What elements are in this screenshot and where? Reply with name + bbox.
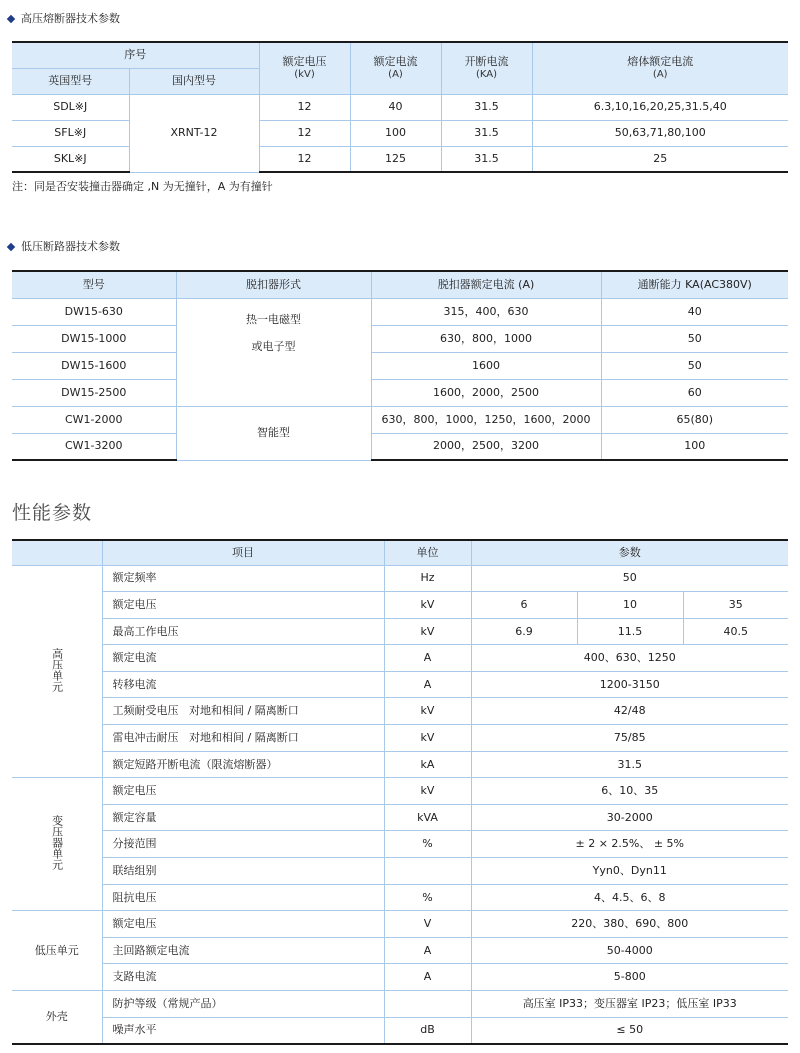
table-row (12, 964, 788, 991)
cell-item: 阻抗电压 (102, 884, 384, 911)
cell-param: 6.9 (471, 618, 577, 645)
trip-type-a: 热一电磁型 (246, 312, 301, 326)
table-row (12, 433, 788, 460)
table-row (12, 751, 788, 778)
table-row (12, 592, 788, 619)
table-row (12, 565, 788, 592)
section-title-hv-fuse (6, 10, 120, 26)
cell-param: 10 (577, 592, 683, 619)
cell-item: 额定频率 (102, 565, 384, 592)
cell-cap: 50 (601, 325, 788, 352)
table-row (12, 120, 788, 146)
table-row (12, 911, 788, 938)
header-trip: 脱扣器形式 (176, 271, 371, 298)
cell-param: 高压室 IP33；变压器室 IP23；低压室 IP33 (471, 991, 788, 1018)
cell-unit: kV (384, 725, 471, 752)
cell-current: 2000，2500，3200 (371, 433, 601, 460)
table-row (12, 991, 788, 1018)
performance-table (12, 539, 788, 1045)
cell-a: 125 (350, 146, 441, 172)
cell-trip-type (176, 298, 371, 406)
cell-ka: 31.5 (441, 94, 532, 120)
cell-param: ± 2 × 2.5%、 ± 5% (471, 831, 788, 858)
cell-current: 630，800，1000，1250，1600，2000 (371, 406, 601, 433)
table-row (12, 884, 788, 911)
cell-current: 1600 (371, 352, 601, 379)
cell-uk: SFL※J (12, 120, 129, 146)
cell-param: 42/48 (471, 698, 788, 725)
section-title-lv-breaker (6, 238, 120, 254)
cell-item: 雷电冲击耐压 对地和相间 / 隔离断口 (102, 725, 384, 752)
cell-param: 31.5 (471, 751, 788, 778)
performance-title: 性能参数 (12, 502, 93, 524)
table-row (12, 725, 788, 752)
cell-param: 50-4000 (471, 937, 788, 964)
cell-model: DW15-1000 (12, 325, 176, 352)
table-row (12, 698, 788, 725)
cell-cap: 40 (601, 298, 788, 325)
header-cn-model: 国内型号 (129, 68, 259, 94)
header-voltage: 额定电压 (kV) (259, 42, 350, 94)
cell-param: ≤ 50 (471, 1017, 788, 1044)
cell-item: 分接范围 (102, 831, 384, 858)
trip-type-b: 或电子型 (251, 339, 296, 353)
cell-unit: V (384, 911, 471, 938)
cell-param: 11.5 (577, 618, 683, 645)
cell-model: DW15-630 (12, 298, 176, 325)
group-transformer (12, 778, 102, 911)
cell-unit: kA (384, 751, 471, 778)
cell-unit: kV (384, 698, 471, 725)
cell-model: DW15-2500 (12, 379, 176, 406)
group-shell: 外壳 (12, 991, 102, 1044)
table-row (12, 804, 788, 831)
cell-unit: A (384, 964, 471, 991)
lv-breaker-table (12, 270, 788, 461)
cell-v: 12 (259, 146, 350, 172)
cell-item: 防护等级（常规产品） (102, 991, 384, 1018)
header-param: 参数 (471, 540, 788, 565)
table-row (12, 298, 788, 325)
group-hv (12, 565, 102, 778)
section-title-text: 高压熔断器技术参数 (21, 12, 120, 25)
cell-param: 220、380、690、800 (471, 911, 788, 938)
header-capacity: 通断能力 KA(AC380V) (601, 271, 788, 298)
cell-model: CW1-3200 (12, 433, 176, 460)
table-row (12, 671, 788, 698)
cell-unit: kV (384, 592, 471, 619)
cell-param: 75/85 (471, 725, 788, 752)
group-label: 变压器单元 (50, 814, 64, 870)
cell-param: 35 (683, 592, 788, 619)
hv-fuse-table (12, 41, 788, 173)
cell-param: Yyn0、Dyn11 (471, 858, 788, 885)
cell-trip-type-smart: 智能型 (176, 406, 371, 460)
cell-v: 12 (259, 94, 350, 120)
cell-item: 额定电压 (102, 911, 384, 938)
cell-unit (384, 858, 471, 885)
cell-param: 6、10、35 (471, 778, 788, 805)
header-unit: 单位 (384, 540, 471, 565)
cell-item: 联结组别 (102, 858, 384, 885)
cell-model: DW15-1600 (12, 352, 176, 379)
header-group (12, 540, 102, 565)
table-row (12, 937, 788, 964)
cell-current: 315，400，630 (371, 298, 601, 325)
table-row (12, 858, 788, 885)
cell-item: 额定电压 (102, 592, 384, 619)
cell-ka: 31.5 (441, 120, 532, 146)
group-lv: 低压单元 (12, 911, 102, 991)
table-row (12, 94, 788, 120)
cell-model: CW1-2000 (12, 406, 176, 433)
cell-cap: 65(80) (601, 406, 788, 433)
cell-item: 额定电压 (102, 778, 384, 805)
header-trip-current: 脱扣器额定电流 (A) (371, 271, 601, 298)
table-row (12, 778, 788, 805)
header-current: 额定电流 (A) (350, 42, 441, 94)
cell-unit: kV (384, 778, 471, 805)
cell-cap: 100 (601, 433, 788, 460)
cell-param: 400、630、1250 (471, 645, 788, 672)
table-row (12, 645, 788, 672)
cell-a: 100 (350, 120, 441, 146)
cell-param: 4、4.5、6、8 (471, 884, 788, 911)
cell-current: 1600，2000，2500 (371, 379, 601, 406)
diamond-bullet-icon (7, 14, 15, 22)
cell-item: 额定电流 (102, 645, 384, 672)
cell-item: 主回路额定电流 (102, 937, 384, 964)
cell-unit: kVA (384, 804, 471, 831)
cell-param: 6 (471, 592, 577, 619)
header-fuse: 熔体额定电流 (A) (532, 42, 788, 94)
header-uk-model: 英国型号 (12, 68, 129, 94)
cell-item: 额定容量 (102, 804, 384, 831)
cell-unit: kV (384, 618, 471, 645)
cell-fuse: 6.3,10,16,20,25,31.5,40 (532, 94, 788, 120)
table-row (12, 831, 788, 858)
cell-item: 最高工作电压 (102, 618, 384, 645)
cell-unit: dB (384, 1017, 471, 1044)
header-model: 型号 (12, 271, 176, 298)
cell-uk: SKL※J (12, 146, 129, 172)
cell-param: 30-2000 (471, 804, 788, 831)
cell-fuse: 50,63,71,80,100 (532, 120, 788, 146)
cell-item: 工频耐受电压 对地和相间 / 隔离断口 (102, 698, 384, 725)
cell-uk: SDL※J (12, 94, 129, 120)
table-row (12, 146, 788, 172)
cell-item: 转移电流 (102, 671, 384, 698)
cell-ka: 31.5 (441, 146, 532, 172)
table-row (12, 379, 788, 406)
cell-a: 40 (350, 94, 441, 120)
cell-param: 1200-3150 (471, 671, 788, 698)
table-row (12, 1017, 788, 1044)
cell-param: 5-800 (471, 964, 788, 991)
cell-cap: 60 (601, 379, 788, 406)
cell-unit (384, 991, 471, 1018)
header-breaking: 开断电流 (KA) (441, 42, 532, 94)
cell-param: 50 (471, 565, 788, 592)
cell-current: 630，800，1000 (371, 325, 601, 352)
cell-item: 额定短路开断电流（限流熔断器） (102, 751, 384, 778)
table-note: 注：同是否安装撞击器确定 ,N 为无撞针，A 为有撞针 (12, 180, 273, 193)
cell-item: 支路电流 (102, 964, 384, 991)
cell-unit: A (384, 671, 471, 698)
cell-unit: A (384, 645, 471, 672)
header-seq: 序号 (12, 42, 259, 68)
table-row (12, 406, 788, 433)
cell-cap: 50 (601, 352, 788, 379)
diamond-bullet-icon (7, 242, 15, 250)
group-label: 高压单元 (50, 647, 64, 692)
cell-param: 40.5 (683, 618, 788, 645)
table-row (12, 352, 788, 379)
cell-fuse: 25 (532, 146, 788, 172)
cell-unit: % (384, 831, 471, 858)
cell-cn: XRNT-12 (129, 94, 259, 172)
cell-unit: Hz (384, 565, 471, 592)
cell-unit: % (384, 884, 471, 911)
cell-item: 噪声水平 (102, 1017, 384, 1044)
table-row (12, 618, 788, 645)
header-item: 项目 (102, 540, 384, 565)
section-title-text: 低压断路器技术参数 (21, 240, 120, 253)
cell-unit: A (384, 937, 471, 964)
table-row (12, 325, 788, 352)
cell-v: 12 (259, 120, 350, 146)
